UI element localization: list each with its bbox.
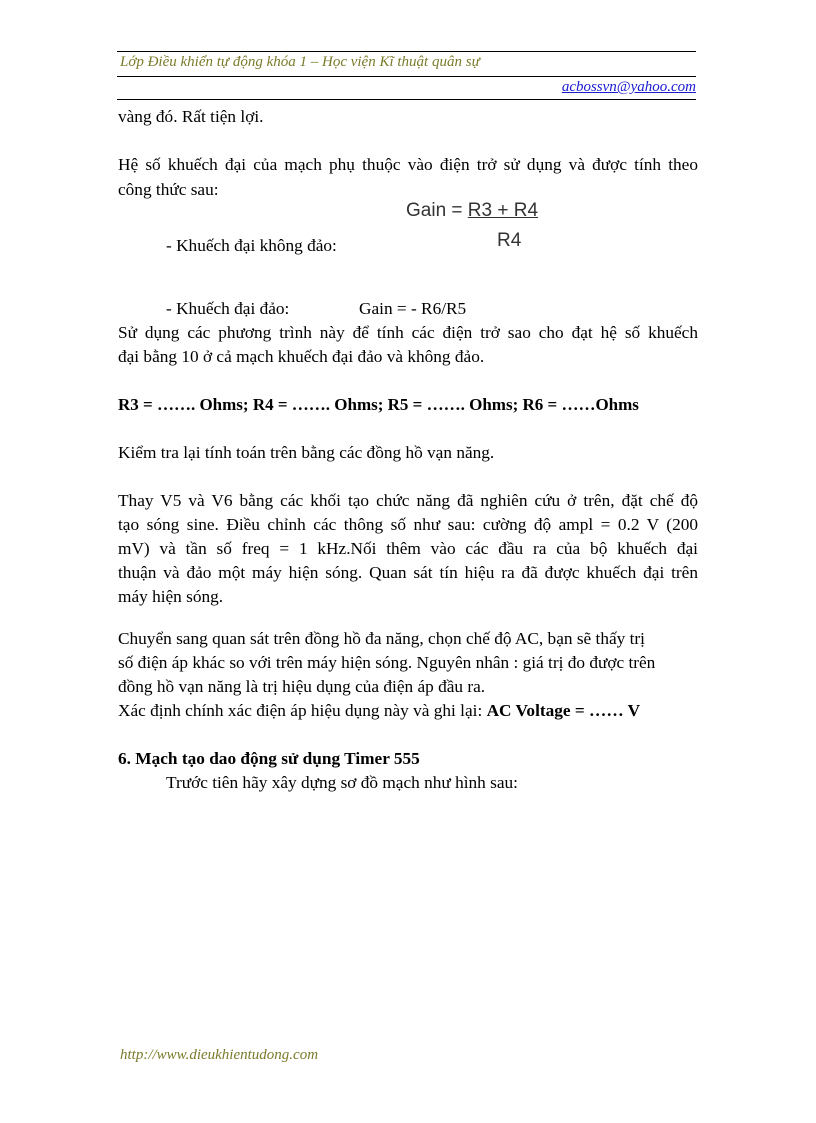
header-bottom-rule	[117, 99, 696, 100]
gain-formula-denominator: R4	[497, 230, 522, 251]
multimeter-line-2: số điện áp khác so với trên máy hiện sóng. Nguyên nhân : giá trị đo được trên	[118, 653, 656, 672]
non-inverting-label: - Khuếch đại không đảo:	[166, 236, 337, 255]
gain-formula-numerator: R3 + R4	[467, 200, 539, 221]
replace-line-5: máy hiện sóng.	[118, 587, 224, 606]
ac-voltage-field: AC Voltage = …… V	[486, 701, 641, 720]
resistor-values: R3 = ……. Ohms; R4 = ……. Ohms; R5 = ……. Ohms; R6 = ……Ohms	[118, 395, 639, 414]
equation-usage-line-1: Sử dụng các phương trình này để tính các điện trở sao cho đạt hệ số khuếch	[118, 323, 698, 342]
inverting-formula: Gain = - R6/R5	[359, 299, 467, 318]
replace-line-1: Thay V5 và V6 bằng các khối tạo chức năng đã nghiên cứu ở trên, đặt chế độ	[118, 491, 698, 510]
gain-intro-line-2: công thức sau:	[118, 180, 219, 199]
replace-line-3: mV) và tần số freq = 1 kHz.Nối thêm vào các đầu ra của bộ khuếch đại	[118, 539, 698, 558]
paragraph-intro: vàng đó. Rất tiện lợi.	[118, 107, 264, 126]
header-course-title: Lớp Điều khiển tự động khóa 1 – Học viện Kĩ thuật quân sự	[120, 54, 480, 70]
gain-formula	[406, 200, 538, 222]
multimeter-line-3: đồng hồ vạn năng là trị hiệu dụng của điện áp đầu ra.	[118, 677, 486, 696]
multimeter-line-1: Chuyển sang quan sát trên đồng hồ đa năng, chọn chế độ AC, bạn sẽ thấy trị	[118, 629, 645, 648]
gain-formula-lhs: Gain =	[406, 200, 468, 221]
replace-line-2: tạo sóng sine. Điều chỉnh các thông số như sau: cường độ ampl = 0.2 V (200	[118, 515, 698, 534]
replace-line-4: thuận và đảo một máy hiện sóng. Quan sát tín hiệu ra đã được khuếch đại trên	[118, 563, 698, 582]
equation-usage-line-2: đại bằng 10 ở cả mạch khuếch đại đảo và không đảo.	[118, 347, 485, 366]
footer-url-link[interactable]: http://www.dieukhientudong.com	[120, 1047, 319, 1063]
gain-intro-line-1: Hệ số khuếch đại của mạch phụ thuộc vào điện trở sử dụng và được tính theo	[118, 155, 698, 174]
header-email-link[interactable]: acbossvn@yahoo.com	[561, 79, 696, 95]
check-paragraph: Kiểm tra lại tính toán trên bằng các đồng hồ vạn năng.	[118, 443, 495, 462]
inverting-label: - Khuếch đại đảo:	[166, 299, 290, 318]
header-top-rule	[117, 51, 696, 52]
ac-voltage-text: Xác định chính xác điện áp hiệu dụng này và ghi lại:	[118, 701, 487, 720]
header-middle-rule	[117, 76, 696, 77]
ac-voltage-line	[118, 699, 698, 723]
section-intro: Trước tiên hãy xây dựng sơ đồ mạch như hình sau:	[166, 773, 518, 792]
section-heading: 6. Mạch tạo dao động sử dụng Timer 555	[118, 749, 420, 768]
